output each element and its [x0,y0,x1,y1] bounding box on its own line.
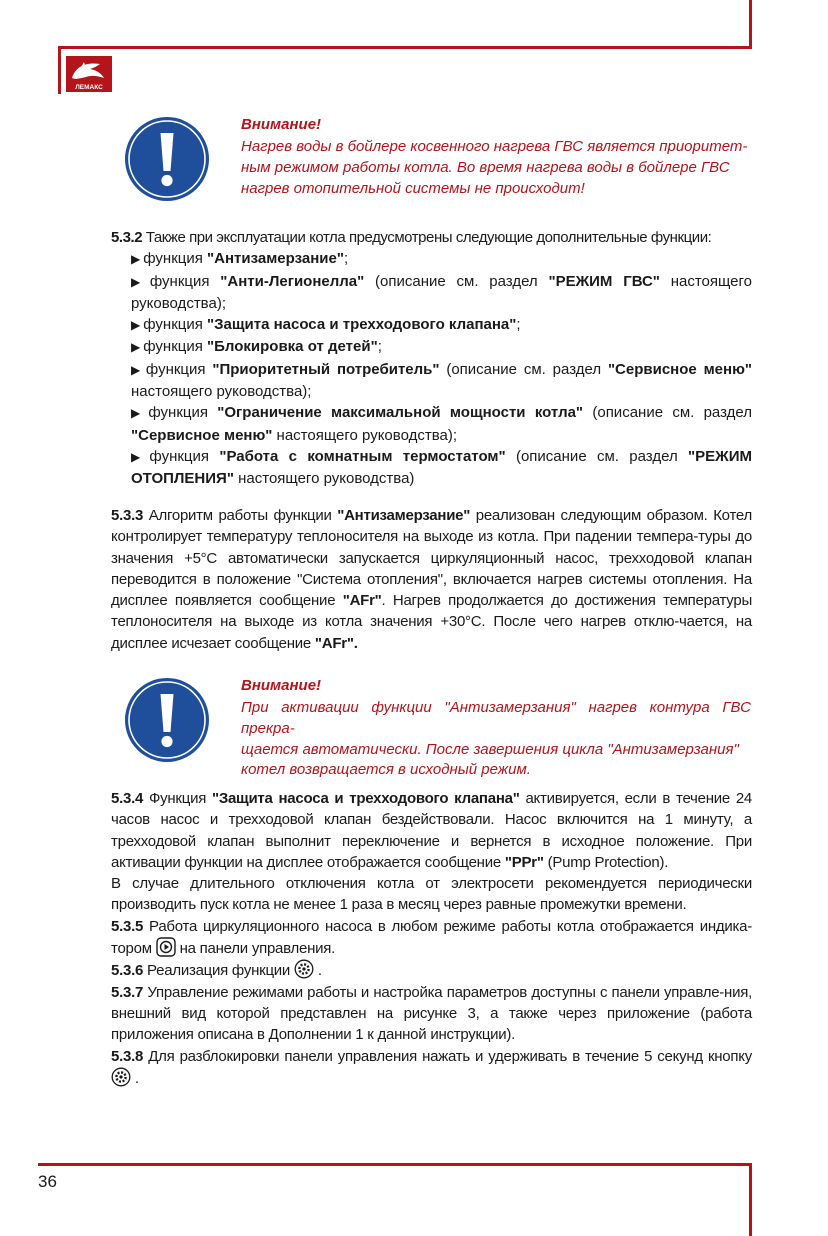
lemax-logo [66,56,112,92]
notice-line: нагрев отопительной системы не происходит! [241,179,585,197]
notice-line: щается автоматически. После завершения цикла "Антизамерзания" [241,740,739,758]
section-5-3-4-to-5-3-8 [111,788,752,1089]
section-number: 5.3.8 [111,1047,144,1065]
section-5-3-3: 5.3.3 Алгоритм работы функции "Антизамерзание" реализован следующим образом. Котел контролирует температуру теплоносителя на выходе из котла. При падении темпера-туры до значения +5°С автоматически запускается циркуляционный насос, трехходовой клапан переводится в положение "Система отопления", включается нагрев системы отопления. На дисплее появляется сообщение "AFr". Нагрев продолжается до достижения температуры теплоносителя на выходе из котла значения +30°С. После чего нагрев отклю-чается, на дисплее исчезает сообщение "AFr". [111,507,752,652]
section-intro: Также при эксплуатации котла предусмотрены следующие дополнительные функции: [142,229,712,246]
frame-line-bottom [38,1163,752,1166]
notice-text [241,698,751,781]
frame-line-right-bottom [749,1163,752,1236]
section-5-3-5: 5.3.5 Работа циркуляционного насоса в любом режиме работы котла отображается индика-тором на панели управления. [111,917,752,958]
notice-text [241,137,751,199]
page-number: 36 [38,1172,57,1191]
function-item: ▶ функция "Защита насоса и трехходового клапана"; [111,314,752,336]
function-item: ▶ функция "Ограничение максимальной мощности котла" (описание см. раздел "Сервисное меню" настоящего руководства); [111,402,752,446]
section-5-3-4: 5.3.4 Функция "Защита насоса и трехходового клапана" активируется, если в течение 24 часов насос и трехходовой клапан бездействовали. Насос включится на 1 минуту, а трехходовой клапан выполнит переключение и вернется в исходное положение. При активации функции на дисплее отображается сообщение "PPr" (Pump Protection). [111,790,753,871]
function-item: ▶ функция "Приоритетный потребитель" (описание см. раздел "Сервисное меню" настоящего руководства); [111,359,752,403]
section-number: 5.3.2 [111,229,143,246]
section-5-3-2 [111,227,752,490]
function-item: ▶ функция "Антизамерзание"; [111,248,752,270]
notice-line: Нагрев воды в бойлере косвенного нагрева ГВС является приоритет- [241,138,748,155]
section-number: 5.3.3 [111,507,144,524]
section-5-3-8: 5.3.8 Для разблокировки панели управления нажать и удерживать в течение 5 секунд кнопку . [111,1047,752,1087]
exclamation-icon [124,677,210,763]
notice-line: При активации функции "Антизамерзания" нагрев контура ГВС прекра- [241,699,751,737]
function-item: ▶ функция "Работа с комнатным термостатом" (описание см. раздел "РЕЖИМ ОТОПЛЕНИЯ" настоящего руководства) [111,446,752,490]
logo-text: ЛЕМАКС [75,84,103,91]
exclamation-icon [124,116,210,202]
attention-notice-1 [124,116,752,206]
frame-line-right-top [749,0,752,49]
attention-notice-2 [124,677,752,779]
section-number: 5.3.7 [111,983,144,1001]
notice-title: Внимание! [241,677,322,694]
frame-line-left [58,46,61,94]
notice-line: ным режимом работы котла. Во время нагрева воды в бойлере ГВС [241,158,730,176]
notice-line: котел возвращается в исходный режим. [241,761,531,779]
section-5-3-6: 5.3.6 Реализация функции . [111,959,752,981]
section-5-3-7: 5.3.7 Управление режимами работы и настройка параметров доступны с панели управле-ния, внешний вид которой представлен на рисунке 3, а также через приложение (работа приложения описана в Дополнении 1 к данной инструкции). [111,983,752,1044]
settings-button-icon [111,1067,131,1087]
section-number: 5.3.5 [111,917,144,935]
section-number: 5.3.6 [111,962,144,980]
notice-title: Внимание! [241,116,322,133]
frame-line-top [58,46,752,49]
section-5-3-4-note: В случае длительного отключения котла от электросети рекомендуется периодически производить пуск котла не менее 1 раза в месяц через равные промежутки времени. [111,875,752,914]
function-item: ▶ функция "Блокировка от детей"; [111,336,752,358]
pump-indicator-icon [156,937,176,957]
section-number: 5.3.4 [111,790,144,807]
function-item: ▶ функция "Анти-Легионелла" (описание см. раздел "РЕЖИМ ГВС" настоящего руководства); [111,271,752,315]
settings-button-icon [294,959,314,979]
